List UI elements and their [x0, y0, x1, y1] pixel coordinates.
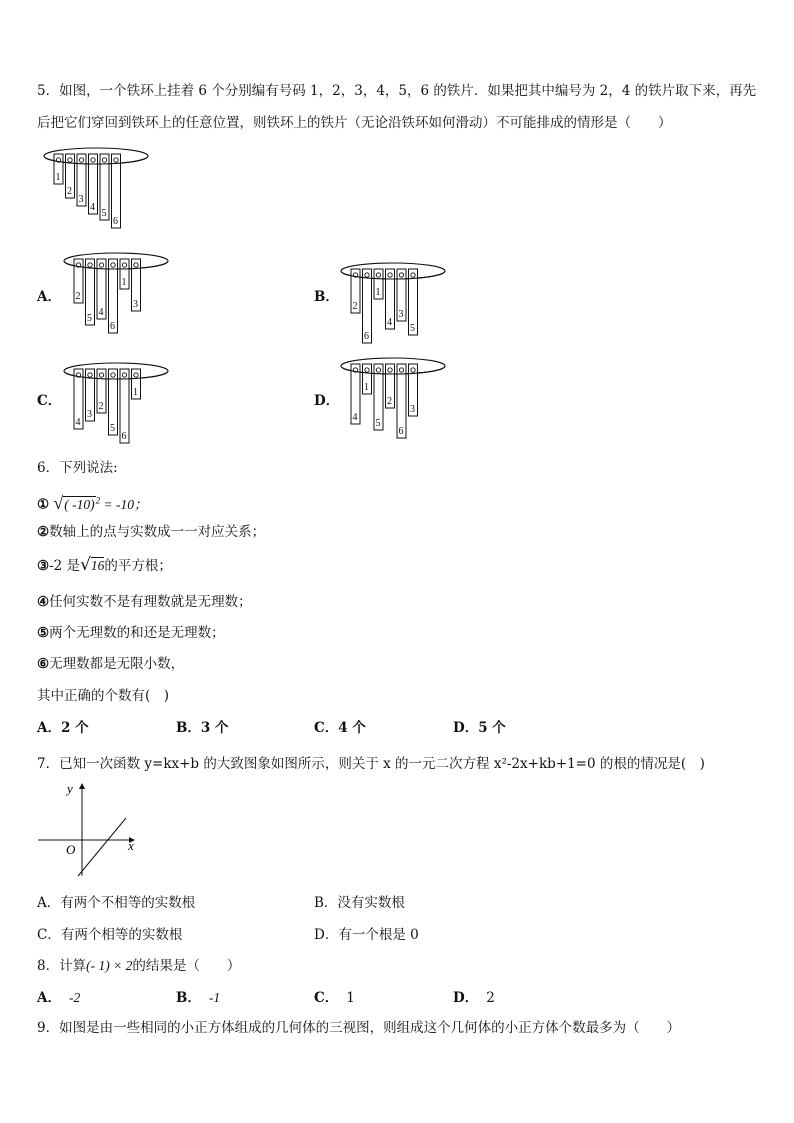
q5-option-a-figure — [60, 247, 180, 339]
q7-origin-label: O — [66, 842, 76, 857]
q7-y-label: y — [67, 781, 73, 796]
q5-option-a-tag-6 — [109, 259, 118, 333]
q6-item-6 — [37, 654, 184, 674]
q5-option-d-tag-2-number: 2 — [387, 396, 392, 407]
q5-option-c-tag-2-number: 2 — [98, 401, 104, 412]
q5-option-b-tag-2-number: 2 — [352, 301, 358, 312]
q6-item-6-text: 无理数都是无限小数， — [49, 656, 185, 672]
q5-option-b-tag-3 — [397, 269, 406, 321]
q6-item-3-number: ③ — [37, 558, 50, 574]
q8-choice-d-label: D． — [453, 990, 479, 1006]
q6-choice-d: D．5 个 — [453, 720, 506, 736]
q5-option-c-tag-1-number: 1 — [133, 387, 138, 398]
q8-stem-pre: 8．计算 — [37, 958, 87, 974]
q7-choice-a: A．有两个不相等的实数根 — [37, 895, 196, 911]
q8-stem-post: 的结果是（ ） — [132, 958, 241, 974]
q6-item-3-radicand: 16 — [90, 558, 105, 573]
q8-choice-a-label: A． — [37, 990, 61, 1006]
q6-item-4 — [37, 592, 252, 612]
q5-option-b-tag-6 — [363, 269, 372, 343]
q8-choice-d-value: 2 — [486, 990, 495, 1006]
q5-option-c-figure — [60, 357, 180, 449]
q6-item-2 — [37, 522, 265, 542]
q6-item-5 — [37, 623, 225, 643]
q6-item-2-number: ② — [37, 524, 50, 540]
q5-option-b-figure — [337, 257, 457, 349]
q7-choice-c: C．有两个相等的实数根 — [37, 927, 183, 943]
q5-stem-line1: 5．如图，一个铁环上挂着 6 个分别编有号码 1，2，3，4，5，6 的铁片．如果把其中编号为 2，4 的铁片取下来，再先 — [37, 83, 757, 99]
q7-choice-b: B．没有实数根 — [314, 895, 405, 911]
q5-option-a-tag-5 — [86, 259, 95, 325]
q5-original-tag-4 — [89, 154, 98, 214]
q5-option-a-tag-3-number: 3 — [133, 299, 138, 310]
q6-item-1-sqrt: √( -10)$^2$ = -10； — [53, 492, 148, 513]
q6-choice-a: A．2 个 — [37, 720, 89, 736]
q8-choice-b — [176, 988, 220, 1008]
q5-option-c-tag-3-number: 3 — [87, 409, 92, 420]
q5-original-tag-6-number: 6 — [113, 216, 118, 227]
q5-option-c-tag-4 — [74, 369, 83, 429]
q8-choice-d — [453, 988, 495, 1008]
q6-item-3-pre: -2 是 — [49, 558, 81, 574]
q5-option-d-tag-1-number: 1 — [364, 382, 369, 393]
q8-choice-c-label: C． — [314, 990, 339, 1006]
q5-option-d-tag-2 — [386, 364, 395, 408]
q6-title: 6．下列说法: — [37, 460, 118, 476]
q6-item-1-rhs: = -10； — [100, 496, 148, 512]
q5-option-d-tag-5-number: 5 — [375, 418, 381, 429]
q6-choice-c: C．4 个 — [314, 720, 366, 736]
q6-item-3: ③-2 是√16的平方根； — [37, 555, 172, 575]
q8-choice-c-value: 1 — [346, 990, 355, 1006]
q5-option-d-label: D． — [314, 393, 340, 409]
q6-choice-b: B．3 个 — [176, 720, 229, 736]
q5-option-d-tag-4-number: 4 — [352, 412, 358, 423]
q5-option-a-label: A． — [37, 289, 61, 305]
q8-choice-a-value: -2 — [68, 990, 81, 1005]
q5-original-tag-6 — [112, 154, 121, 228]
q5-option-d-tag-1 — [363, 364, 372, 394]
q5-option-c-tag-5-number: 5 — [110, 423, 115, 434]
q5-option-a-tag-4 — [97, 259, 106, 319]
q5-option-a-tag-4-number: 4 — [98, 307, 104, 318]
q6-item-4-text: 任何实数不是有理数就是无理数； — [49, 594, 252, 610]
q5-option-a-tag-5-number: 5 — [87, 313, 92, 324]
q5-option-c-tag-6 — [120, 369, 129, 443]
q5-option-d-tag-6 — [397, 364, 406, 438]
q5-original-tag-2 — [66, 154, 75, 198]
q5-option-c-tag-1 — [132, 369, 141, 399]
q6-item-1 — [37, 490, 148, 515]
q5-stem-line2: 后把它们穿回到铁环上的任意位置，则铁环上的铁片（无论沿铁环如何滑动）不可能排成的情形是（ ） — [37, 115, 672, 131]
q7-choice-d: D．有一个根是 0 — [314, 927, 419, 943]
q9-stem: 9．如图是由一些相同的小正方体组成的几何体的三视图，则组成这个几何体的小正方体个数最多为（ ） — [37, 1020, 681, 1036]
q7-x-label: x — [128, 838, 134, 853]
q5-original-tag-1-number: 1 — [55, 172, 61, 183]
q5-option-d-tag-3 — [409, 364, 418, 416]
q5-option-d-tag-6-number: 6 — [398, 426, 404, 437]
q5-option-a-tag-3 — [132, 259, 141, 311]
q8-choice-a — [37, 988, 80, 1008]
q6-item-1-exponent: 2 — [95, 495, 101, 505]
q6-item-5-number: ⑤ — [37, 625, 50, 641]
q5-original-tag-1 — [54, 154, 63, 184]
q8-choice-c — [314, 988, 355, 1008]
q8-choice-b-label: B． — [176, 990, 201, 1006]
q5-option-c-label: C． — [37, 393, 62, 409]
q5-option-b-label: B． — [314, 289, 339, 305]
q5-original-tag-5-number: 5 — [101, 208, 107, 219]
q5-option-c-tag-2 — [97, 369, 106, 413]
q8-stem — [37, 956, 240, 976]
q7-linear-function-graph — [34, 778, 144, 878]
q5-option-a-tag-2-number: 2 — [75, 291, 81, 302]
q5-option-a-tag-1-number: 1 — [121, 277, 127, 288]
q5-option-d-tag-4 — [351, 364, 360, 424]
q8-choice-b-value: -1 — [208, 990, 221, 1005]
q5-option-c-tag-4-number: 4 — [75, 417, 81, 428]
q5-original-tag-4-number: 4 — [90, 202, 95, 213]
q5-option-b-tag-4 — [386, 269, 395, 329]
q7-stem: 7．已知一次函数 y=kx+b 的大致图象如图所示，则关于 x 的一元二次方程 x²-2x+kb+1=0 的根的情况是( ) — [37, 756, 705, 772]
q5-option-b-tag-3-number: 3 — [398, 309, 404, 320]
q5-option-b-tag-6-number: 6 — [364, 331, 369, 342]
q6-item-4-number: ④ — [37, 594, 50, 610]
q5-option-c-tag-3 — [86, 369, 95, 421]
q5-original-ring-figure — [40, 142, 160, 234]
q5-option-d-figure — [337, 352, 457, 444]
q5-original-tag-3 — [77, 154, 86, 206]
q5-option-b-tag-4-number: 4 — [387, 317, 392, 328]
q6-item-6-number: ⑥ — [37, 656, 50, 672]
q8-stem-expression: (- 1) × 2 — [86, 958, 133, 973]
q6-item-3-post: 的平方根； — [104, 558, 172, 574]
q5-option-a-tag-1 — [120, 259, 129, 289]
q5-option-d-tag-3-number: 3 — [410, 404, 415, 415]
q5-option-c-tag-6-number: 6 — [121, 431, 127, 442]
q5-option-a-tag-6-number: 6 — [110, 321, 115, 332]
q6-item-2-text: 数轴上的点与实数成一一对应关系； — [49, 524, 266, 540]
q6-item-1-radicand: ( -10) — [64, 496, 95, 512]
q5-original-tag-2-number: 2 — [67, 186, 72, 197]
q5-option-b-tag-1 — [374, 269, 383, 299]
q6-item-1-number: ① — [37, 496, 50, 513]
q5-original-tag-3-number: 3 — [78, 194, 84, 205]
q6-item-5-text: 两个无理数的和还是无理数； — [49, 625, 225, 641]
q7-function-line — [78, 818, 126, 876]
q6-summary: 其中正确的个数有( ) — [37, 688, 170, 704]
q5-option-b-tag-5-number: 5 — [410, 323, 415, 334]
q5-option-b-tag-1-number: 1 — [375, 287, 381, 298]
